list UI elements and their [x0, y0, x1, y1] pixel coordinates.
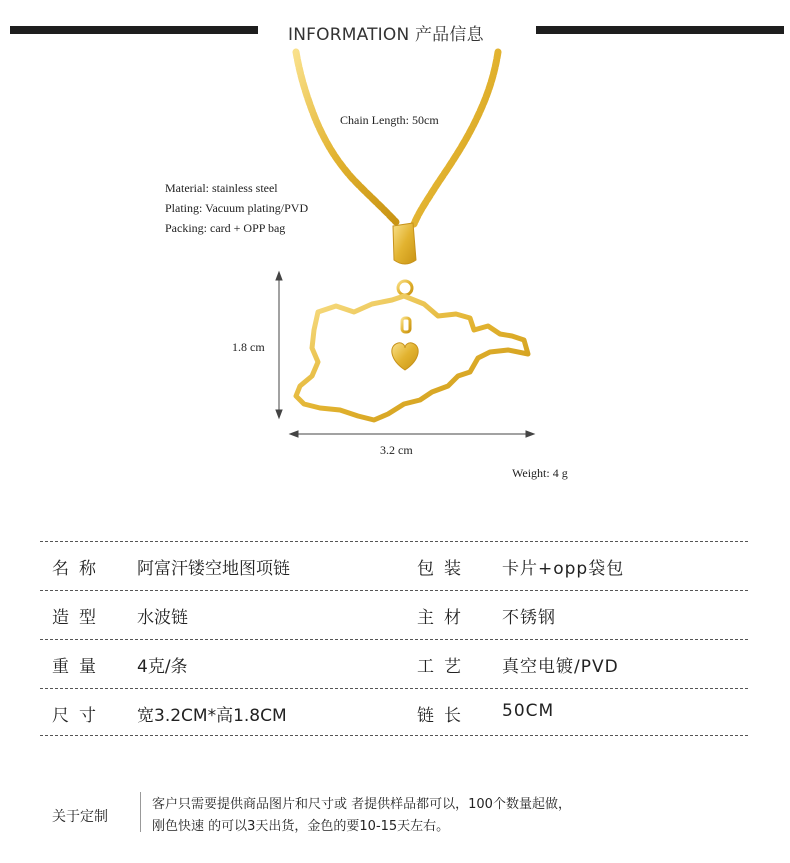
table-row	[40, 688, 748, 736]
note-line: 刚色快速 的可以3天出货，金色的要10-15天左右。	[152, 819, 450, 834]
customization-label: 关于定制	[52, 809, 108, 825]
spec-key: 包装	[417, 559, 471, 579]
chain-length-label: Chain Length: 50cm	[340, 113, 439, 127]
jump-ring	[398, 281, 412, 295]
spec-value: 50CM	[502, 701, 555, 721]
spec-key: 工艺	[417, 657, 471, 677]
customization-note	[152, 794, 712, 838]
packing-label: Packing: card + OPP bag	[165, 221, 286, 235]
weight-label: Weight: 4 g	[512, 466, 568, 480]
pendant-bail	[393, 223, 416, 264]
chain-left-strand	[296, 52, 396, 222]
heart-charm-icon	[392, 343, 418, 370]
spec-value: 卡片+opp袋包	[502, 559, 625, 579]
material-label: Material: stainless steel	[165, 181, 278, 195]
spec-value: 宽3.2CM*高1.8CM	[137, 706, 287, 726]
height-label: 1.8 cm	[232, 340, 265, 354]
section-title: INFORMATION 产品信息	[288, 25, 484, 45]
spec-key: 尺寸	[52, 706, 106, 726]
spec-key: 造型	[52, 608, 106, 628]
spec-value: 阿富汗镂空地图项链	[137, 559, 290, 579]
spec-table	[40, 541, 748, 736]
note-divider	[140, 792, 141, 832]
table-row	[40, 541, 748, 590]
material-info	[165, 178, 308, 238]
note-line: 客户只需要提供商品图片和尺寸或 者提供样品都可以，100个数量起做，	[152, 797, 571, 812]
chain-right-strand	[414, 52, 498, 224]
spec-value: 真空电镀/PVD	[502, 657, 619, 677]
spec-value: 4克/条	[137, 657, 188, 677]
spec-key: 重量	[52, 657, 106, 677]
spec-key: 链长	[417, 706, 471, 726]
width-label: 3.2 cm	[380, 443, 413, 457]
spec-value: 不锈钢	[502, 608, 556, 628]
height-dimension-arrow	[276, 272, 282, 418]
heart-link	[402, 318, 410, 332]
spec-key: 名称	[52, 559, 106, 579]
width-dimension-arrow	[290, 431, 534, 437]
spec-key: 主材	[417, 608, 471, 628]
plating-label: Plating: Vacuum plating/PVD	[165, 201, 309, 215]
table-row	[40, 639, 748, 688]
table-row	[40, 590, 748, 639]
spec-value: 水波链	[137, 608, 188, 628]
